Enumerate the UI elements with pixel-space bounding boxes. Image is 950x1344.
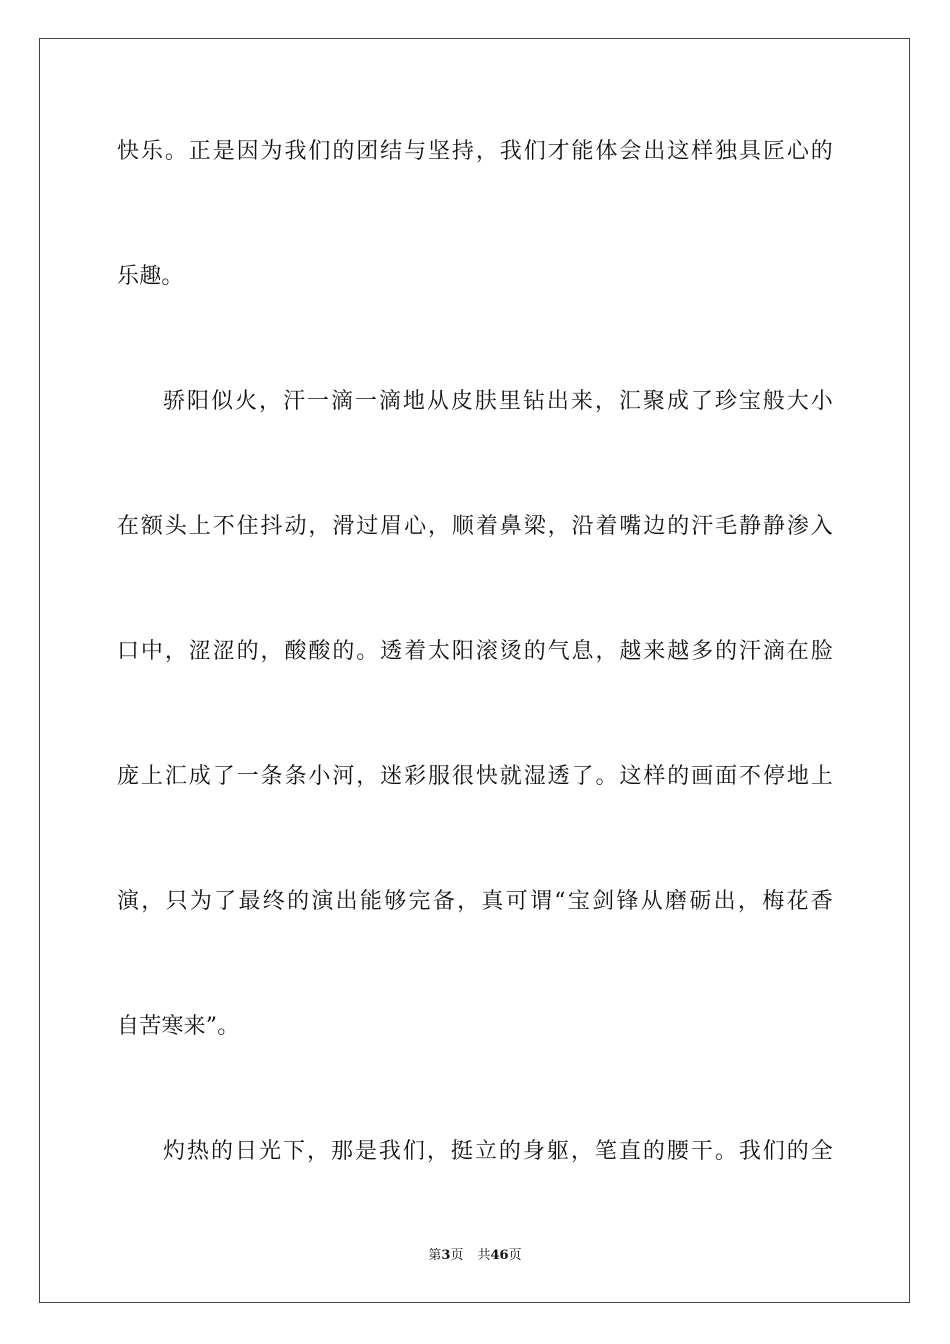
body-line-1: 快乐。正是因为我们的团结与坚持，我们才能体会出这样独具匠心的 <box>117 139 833 164</box>
page-footer <box>0 1247 950 1265</box>
body-line-9: 灼热的日光下，那是我们，挺立的身躯，笔直的腰干。我们的全 <box>163 1139 833 1164</box>
footer-total-suffix: 页 <box>508 1248 522 1263</box>
footer-page-prefix: 第 <box>428 1248 442 1263</box>
body-line-7: 演，只为了最终的演出能够完备，真可谓“宝剑锋从磨砺出，梅花香 <box>117 889 833 914</box>
body-line-4: 在额头上不住抖动，滑过眉心，顺着鼻梁，沿着嘴边的汗毛静静渗入 <box>117 514 833 539</box>
body-line-6: 庞上汇成了一条条小河，迷彩服很快就湿透了。这样的画面不停地上 <box>117 764 833 789</box>
body-line-8: 自苦寒来”。 <box>117 1014 240 1039</box>
body-line-2: 乐趣。 <box>117 264 184 289</box>
body-line-5: 口中，涩涩的，酸酸的。透着太阳滚烫的气息，越来越多的汗滴在脸 <box>117 639 833 664</box>
page-frame <box>39 38 910 1303</box>
footer-total-prefix: 共 <box>477 1248 491 1263</box>
footer-page-number: 3 <box>441 1248 451 1263</box>
body-line-3: 骄阳似火，汗一滴一滴地从皮肤里钻出来，汇聚成了珍宝般大小 <box>163 389 833 414</box>
footer-total-pages: 46 <box>490 1248 509 1263</box>
footer-page-suffix: 页 <box>450 1248 464 1263</box>
